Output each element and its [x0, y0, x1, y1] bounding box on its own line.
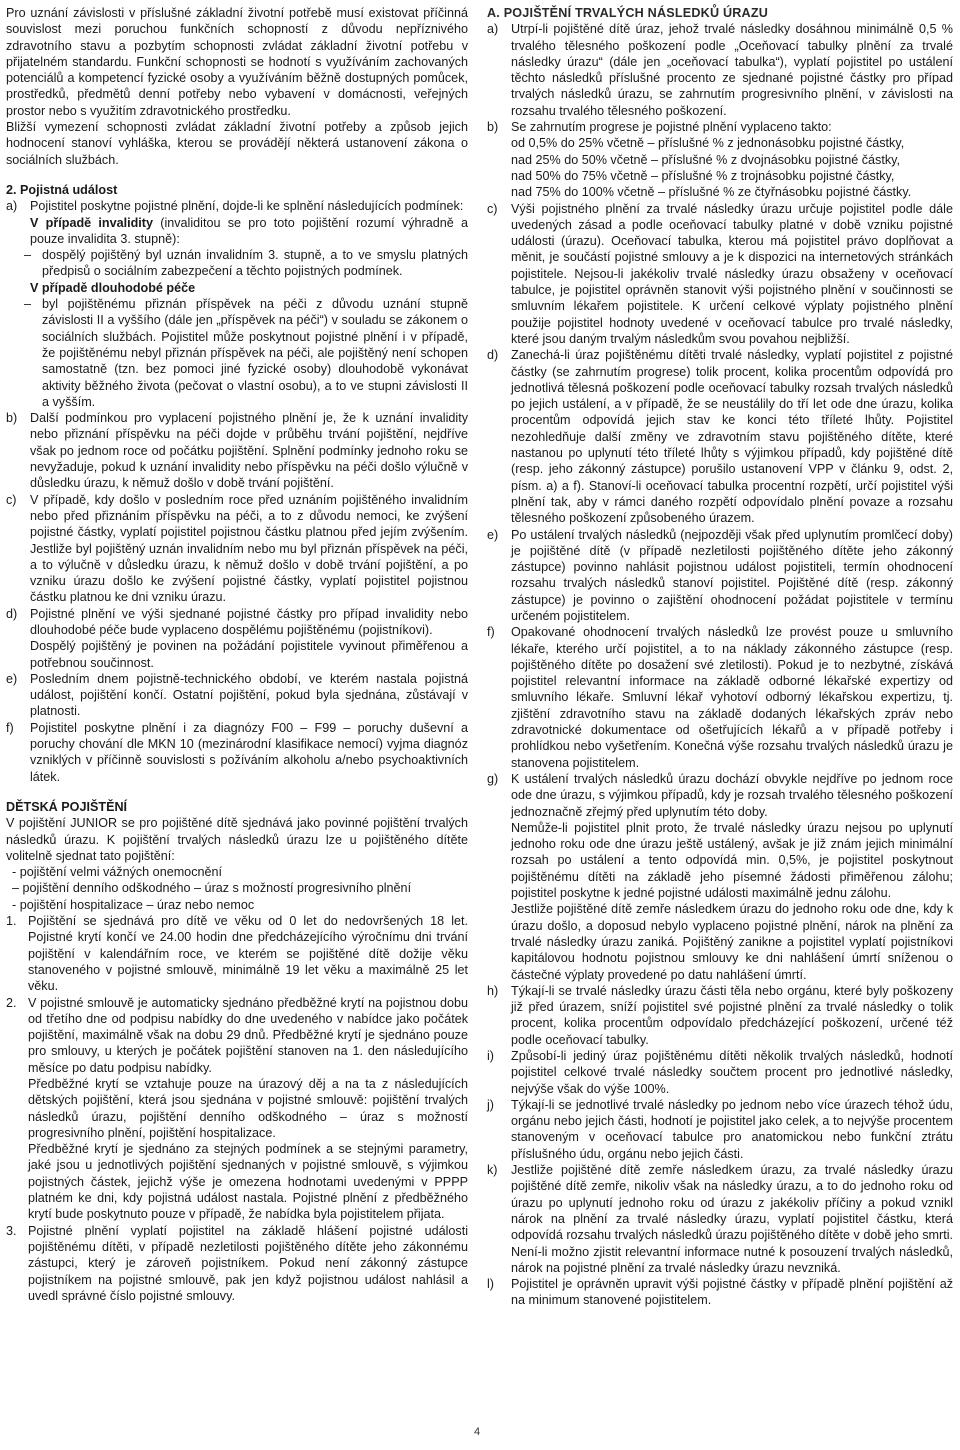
page-number: 4	[474, 1426, 481, 1438]
list-item-c: c) Výši pojistného plnění za trvalé následky úrazu určuje pojistitel podle dále uvedených zásad a podle oceňovací tabulky platné v době vzniku pojistné události (úrazu). Oceňovací tabulka, kterou má pojistitel právo doplňovat a měnit, je součástí pojistné smlouvy a je k dispozici na internetových stránkách pojistitele. Nejsou-li jakékoliv trvalé následky úrazu obsaženy v oceňovací tabulce, je pojistitel oprávněn stanovit výši pojistného plnění v součinnosti se smluvním lékařem pojistitele. K určení celkové výplaty pojistného plnění použije pojistitel hodnoty uvedené v oceňovací tabulce pro trvalé následky, které jsou daným trvalým následkům svou povahou nejbližší.	[487, 201, 953, 346]
list-item-2e: e) Posledním dnem pojistně-technického období, ve kterém nastala pojistná událost, pojištění končí. Ostatní pojištění, pokud byla sjednána, zůstávají v platnosti.	[6, 671, 468, 719]
section-heading-trvale-nasledky: A. POJIŠTĚNÍ TRVALÝCH NÁSLEDKŮ ÚRAZU	[487, 6, 769, 20]
progression-line-1: od 0,5% do 25% včetně – příslušné % z jednonásobku pojistné částky,	[511, 136, 905, 151]
list-item-2d: d) Pojistné plnění ve výši sjednané pojistné částky pro případ invalidity nebo dlouhodobé péče bude vyplaceno dospělému pojištěnému (pojistníkovi). Dospělý pojištěný je povinen na požádání pojistitele vyvinout přiměřenou a potřebnou součinnost.	[6, 606, 468, 670]
invalidity-condition: V případě invalidity (invaliditou se pro toto pojištění rozumí výhradně a pouze invalidita 3. stupně):	[30, 215, 468, 246]
list-item-h: h) Týkají-li se trvalé následky úrazu části těla nebo orgánu, které byly poškozeny již před úrazem, sníží pojistitel své pojistné plnění za trvalé následky o tolik procent, kolika procentům odpovídalo předcházející poškození, určené též podle oceňovací tabulky.	[487, 983, 953, 1047]
progression-line-4: nad 75% do 100% včetně – příslušné % ze čtyřnásobku pojistné částky.	[511, 185, 912, 200]
care-dash-item: – byl pojištěnému přiznán příspěvek na péči z důvodu uznání stupně závislosti II a vyššího (dále jen „příspěvek na péči“) v souladu se zákonem o sociálních službách. Pojistitel může poskytnout pojistné plnění i v případě, že pojištěnému nebyl přiznán příspěvek na péči, ale pojištěný není schopen samostatně (tzn. bez pomoci jiné fyzické osoby) dlouhodobě vykonávat aktivity běžného života (pečovat o vlastní osobu), a to ve stupni závislosti II a vyšším.	[24, 297, 468, 409]
list-item-f: f) Opakované ohodnocení trvalých následků lze provést pouze u smluvního lékaře, kterého určí pojistitel, a to na náklady zákonného zástupce (resp. pojištěného dítěte po dosažení své zletilosti). Pokud je to nezbytné, získává pojistitel relevantní informace na základě odborné lékařské expertizy od smluvního lékaře. Smluvní lékař vyhotoví odborný lékařskou expertizu, tj. zjištění zdravotního stavu na základě dodaných lékařských zpráv nebo zdravotnické dokumentace od ošetřujících lékařů a v případě potřeby i prohlídkou nebo vyšetřením. Konečná výše rozsahu trvalých následků úrazu je stanovena pojistitelem.	[487, 625, 953, 770]
list-item-2a: a) Pojistitel poskytne pojistné plnění, dojde-li ke splnění následujících podmínek:	[6, 199, 464, 214]
progression-line-2: nad 25% do 50% včetně – příslušné % z dvojnásobku pojistné částky,	[511, 152, 901, 167]
section-heading-detska-pojisteni: DĚTSKÁ POJIŠTĚNÍ	[6, 799, 128, 814]
invalidity-dash-item: – dospělý pojištěný byl uznán invalidním 3. stupně, a to ve smyslu platných předpisů o sociálním zabezpečení a těchto pojistných podmínek.	[24, 248, 468, 279]
section-heading-pojistna-udalost: 2. Pojistná událost	[6, 182, 118, 197]
left-column	[6, 5, 468, 1304]
intro-paragraph-2: Bližší vymezení schopnosti zvládat základní životní potřeby a způsob jejich hodnocení stanoví vyhláška, kterou se provádějí některá ustanovení zákona o sociálních službách.	[6, 120, 468, 167]
list-item-2f: f) Pojistitel poskytne plnění i za diagnózy F00 – F99 – poruchy duševní a poruchy chování dle MKN 10 (mezinárodní klasifikace nemocí) vyjma diagnóz vzniklých v příčinně souvislosti s požíváním alkoholu a/nebo psychoaktivních látek.	[6, 720, 468, 784]
list-item-l: l) Pojistitel je oprávněn upravit výši pojistné částky v případě plnění pojištění až na minimum stanovené pojistitelem.	[487, 1277, 953, 1308]
right-column	[487, 5, 953, 1309]
list-item-2b: b) Další podmínkou pro vyplacení pojistného plnění je, že k uznání invalidity nebo přiznání příspěvku na péči dojde v průběhu trvání pojištění, nejdříve však po jednom roce od počátku pojištění. Splnění podmínky jednoho roku se nevyžaduje, pokud k uznání invalidity nebo příspěvku na péči došlo výlučně v důsledku úrazu, k němuž došlo v době trvání pojištění.	[6, 411, 468, 491]
list-item-i: i) Způsobí-li jediný úraz pojištěnému dítěti několik trvalých následků, hodnotí pojistitel celkové trvalé následky součtem procent pro jednotlivé následky, nejvýše však do výše 100%.	[487, 1049, 953, 1096]
list-item-k: k) Jestliže pojištěné dítě zemře následkem úrazu, za trvalé následky úrazu pojištěné dítě zemře, nikoliv však na následky úrazu, a to do jednoho roku od úrazu po uplynutí jednoho roku od úrazu z jakékoliv příčiny a pokud vznikl nárok na plnění za trvalé následky úrazu, vyplatí pojistitel částku, která odpovídá rozsahu trvalých následků úrazu pojištěného dítěte v době jeho smrti. Není-li možno zjistit relevantní informace nutné k posouzení trvalých následků, nárok na pojistné plnění za trvalé následky úrazu nevzniká.	[487, 1163, 953, 1275]
numbered-item-2: 2. V pojistné smlouvě je automaticky sjednáno předběžné krytí na pojistnou dobu od třetího dne od podpisu nabídky do dne uvedeného v nabídce jako počátek pojištění, maximálně však na dobu 29 dnů. Předběžné krytí je sjednáno pouze pro smlouvy, u kterých je počátek pojištění stanoven na 1. den následujícího měsíce po datu podpisu nabídky. Předběžné krytí se vztahuje pouze na úrazový děj a na ta z následujících dětských pojištění, která jsou sjednána v pojistné smlouvě: pojištění trvalých následků úrazu, pojištění denního odškodného – úraz s možností progresivního plnění, pojištění hospitalizace. Předběžné krytí je sjednáno za stejných podmínek a se stejnými parametry, jaké jsou u jednotlivých pojištění sjednaných v pojistné smlouvě, s výjimkou pojistných částek, jejichž výše je omezena hodnotami uvedenými v PPPP platném ke dni, kdy pojistná událost nastala. Pojistné plnění z předběžného krytí bude poskytnuto pouze v případě, že nabídka byla pojistitelem přijata.	[6, 995, 468, 1222]
list-item-j: j) Týkají-li se jednotlivé trvalé následky po jednom nebo více úrazech téhož údu, orgánu nebo jejich části, hodnotí je pojistitel jako celek, a to nejvýše procentem stanoveným v oceňovací tabulce pro anatomickou nebo funkční ztrátu příslušného údu, orgánu nebo jejich části.	[487, 1097, 953, 1161]
numbered-item-3: 3. Pojistné plnění vyplatí pojistitel na základě hlášení pojistné události pojištěnému dítěti, v případě nezletilosti pojištěného dítěte jeho zákonnému zástupci, který je zároveň pojistníkem. Pokud není zákonný zástupce pojistníkem na pojistné smlouvě, pak jen když pojistnou událost nahlásil a uvedl správné číslo pojistné smlouvy.	[6, 1223, 468, 1303]
child-option-2: – pojištění denního odškodného – úraz s možností progresivního plnění	[12, 881, 412, 896]
list-item-2c: c) V případě, kdy došlo v posledním roce před uznáním pojištěného invalidním nebo před přiznáním příspěvku na péči, a to z důvodu nemoci, ke zvýšení pojistné částky, vyplatí pojistitel pojistnou částku platnou před jejím zvýšením. Jestliže byl pojištěný uznán invalidním nebo mu byl přiznán příspěvek na péči, a to výlučně v důsledku úrazu, k němuž došlo v době trvání pojištění, a po vzniku úrazu došlo ke zvýšení pojistné částky, vyplatí pojistitel pojistnou částku platnou ke dni vzniku úrazu.	[6, 492, 468, 605]
list-item-d: d) Zanechá-li úraz pojištěnému dítěti trvalé následky, vyplatí pojistitel z pojistné částky (se zahrnutím progrese) tolik procent, kolika procentům odpovídá pro jednotlivá tělesná poškození podle oceňovací tabulky rozsah trvalých následků po jejich ustálení, a v případě, že se neustálily do tří let ode dne úrazu, kolika procentům odpovídá jejich stav ke konci této tříleté lhůty. Pojistitel nezohledňuje další změny ve zdravotním stavu pojištěného dítěte, které nastanou po uplynutí této tříleté lhůty s výjimkou případů, kdy pojištěné dítě (resp. jeho zákonný zástupce) porušilo ustanovení VPP v článku 9, odst. 2, písm. a) a f). Stanoví-li oceňovací tabulka procentní rozpětí, určí pojistitel výši plnění tak, aby v rámci daného rozpětí odpovídalo plnění povaze a rozsahu tělesného poškození způsobeného úrazem.	[487, 348, 953, 526]
list-item-e: e) Po ustálení trvalých následků (nejpozději však před uplynutím promlčecí doby) je pojištěné dítě (v případě nezletilosti pojištěného dítěte jeho zákonný zástupce) povinno nahlásit pojistnou událost pojistiteli, termín ohodnocení rozsahu trvalých následků stanoví pojistitel. Pojištěné dítě (resp. zákonný zástupce) je povinno o zajištění ohodnocení požádat pojistitele v termínu určeném pojistitelem.	[487, 527, 953, 623]
intro-paragraph: Pro uznání závislosti v příslušné základní životní potřebě musí existovat příčinná souvislost mezi poruchou funkčních schopností z důvodu nepříznivého zdravotního stavu a pozbytím schopnosti zvládat základní životní potřebu v přijatelném standardu. Funkční schopnosti se hodnotí s využíváním zachovaných potenciálů a kompetencí fyzické osoby a využíváním běžně dostupných pomůcek, prostředků, předmětů denní potřeby nebo vybavení v domácnosti, veřejných prostor nebo s využitím zdravotnického prostředku.	[6, 6, 468, 118]
list-item-b: b) Se zahrnutím progrese je pojistné plnění vyplaceno takto: od 0,5% do 25% včetně – příslušné % z jednonásobku pojistné částky, nad 25% do 50% včetně – příslušné % z dvojnásobku pojistné částky, nad 50% do 75% včetně – příslušné % z trojnásobku pojistné částky, nad 75% do 100% včetně – příslušné % ze čtyřnásobku pojistné částky.	[487, 120, 912, 200]
child-option-3: - pojištění hospitalizace – úraz nebo nemoc	[12, 897, 255, 912]
child-intro: V pojištění JUNIOR se pro pojištěné dítě sjednává jako povinné pojištění trvalých následků úrazu. K pojištění trvalých následků úrazu lze u pojištěného dítěte volitelně sjednat tato pojištění:	[6, 816, 468, 863]
list-item-g: g) K ustálení trvalých následků úrazu dochází obvykle nejdříve po jednom roce ode dne úrazu, s výjimkou případů, kdy je rozsah trvalého tělesného poškození jednoznačně zřejmý před uplynutím této doby. Nemůže-li pojistitel plnit proto, že trvalé následky úrazu nejsou po uplynutí jednoho roku ode dne úrazu ještě ustálený, avšak je již znám jejich minimální rozsah po ustálení a tento odpovídá min. 0,5%, je pojistitel poskytnout pojištěnému dítěti na základě jeho písemné žádosti přiměřenou zálohu; pojistitel poskytne k jedné pojistné události maximálně jednu zálohu. Jestliže pojištěné dítě zemře následkem úrazu do jednoho roku ode dne, kdy k úrazu došlo, a doposud nebylo vyplaceno pojistné plnění, nárok na plnění za trvalé následky úrazu zaniká. Pojištěný zanikne a pojistitel vyplatí pojistníkovi kapitálovou hodnotu pojistnou smlouvy ke dni nahlášení úmrtí sníženou o částečné výplaty provedené po datu nahlášení úmrtí.	[487, 771, 953, 982]
numbered-item-1: 1. Pojištění se sjednává pro dítě ve věku od 0 let do nedovršených 18 let. Pojistné krytí končí ve 24.00 hodin dne předcházejícího výročnímu dni trvání pojištění v kalendářním roce, ve kterém se pojištěné dítě dožije věku stanoveného v pojistné smlouvě, minimálně 19 let věku a maximálně 25 let věku.	[6, 914, 468, 994]
child-option-1: - pojištění velmi vážných onemocnění	[12, 865, 222, 880]
list-item-a: a) Utrpí-li pojištěné dítě úraz, jehož trvalé následky dosáhnou minimálně 0,5 % trvalého tělesného poškození podle „Oceňovací tabulky plnění za trvalé následky úrazu“ (dále jen „oceňovací tabulka“), vyplatí pojistitel po ustálení těchto následků příslušné procento ze sjednané pojistné částky pro případ trvalých následků úrazu, se zahrnutím progresivního plnění, v závislosti na rozsahu trvalého tělesného poškození.	[487, 22, 953, 118]
long-term-care-heading: V případě dlouhodobé péče	[30, 280, 196, 295]
progression-line-3: nad 50% do 75% včetně – příslušné % z trojnásobku pojistné částky,	[511, 168, 895, 183]
